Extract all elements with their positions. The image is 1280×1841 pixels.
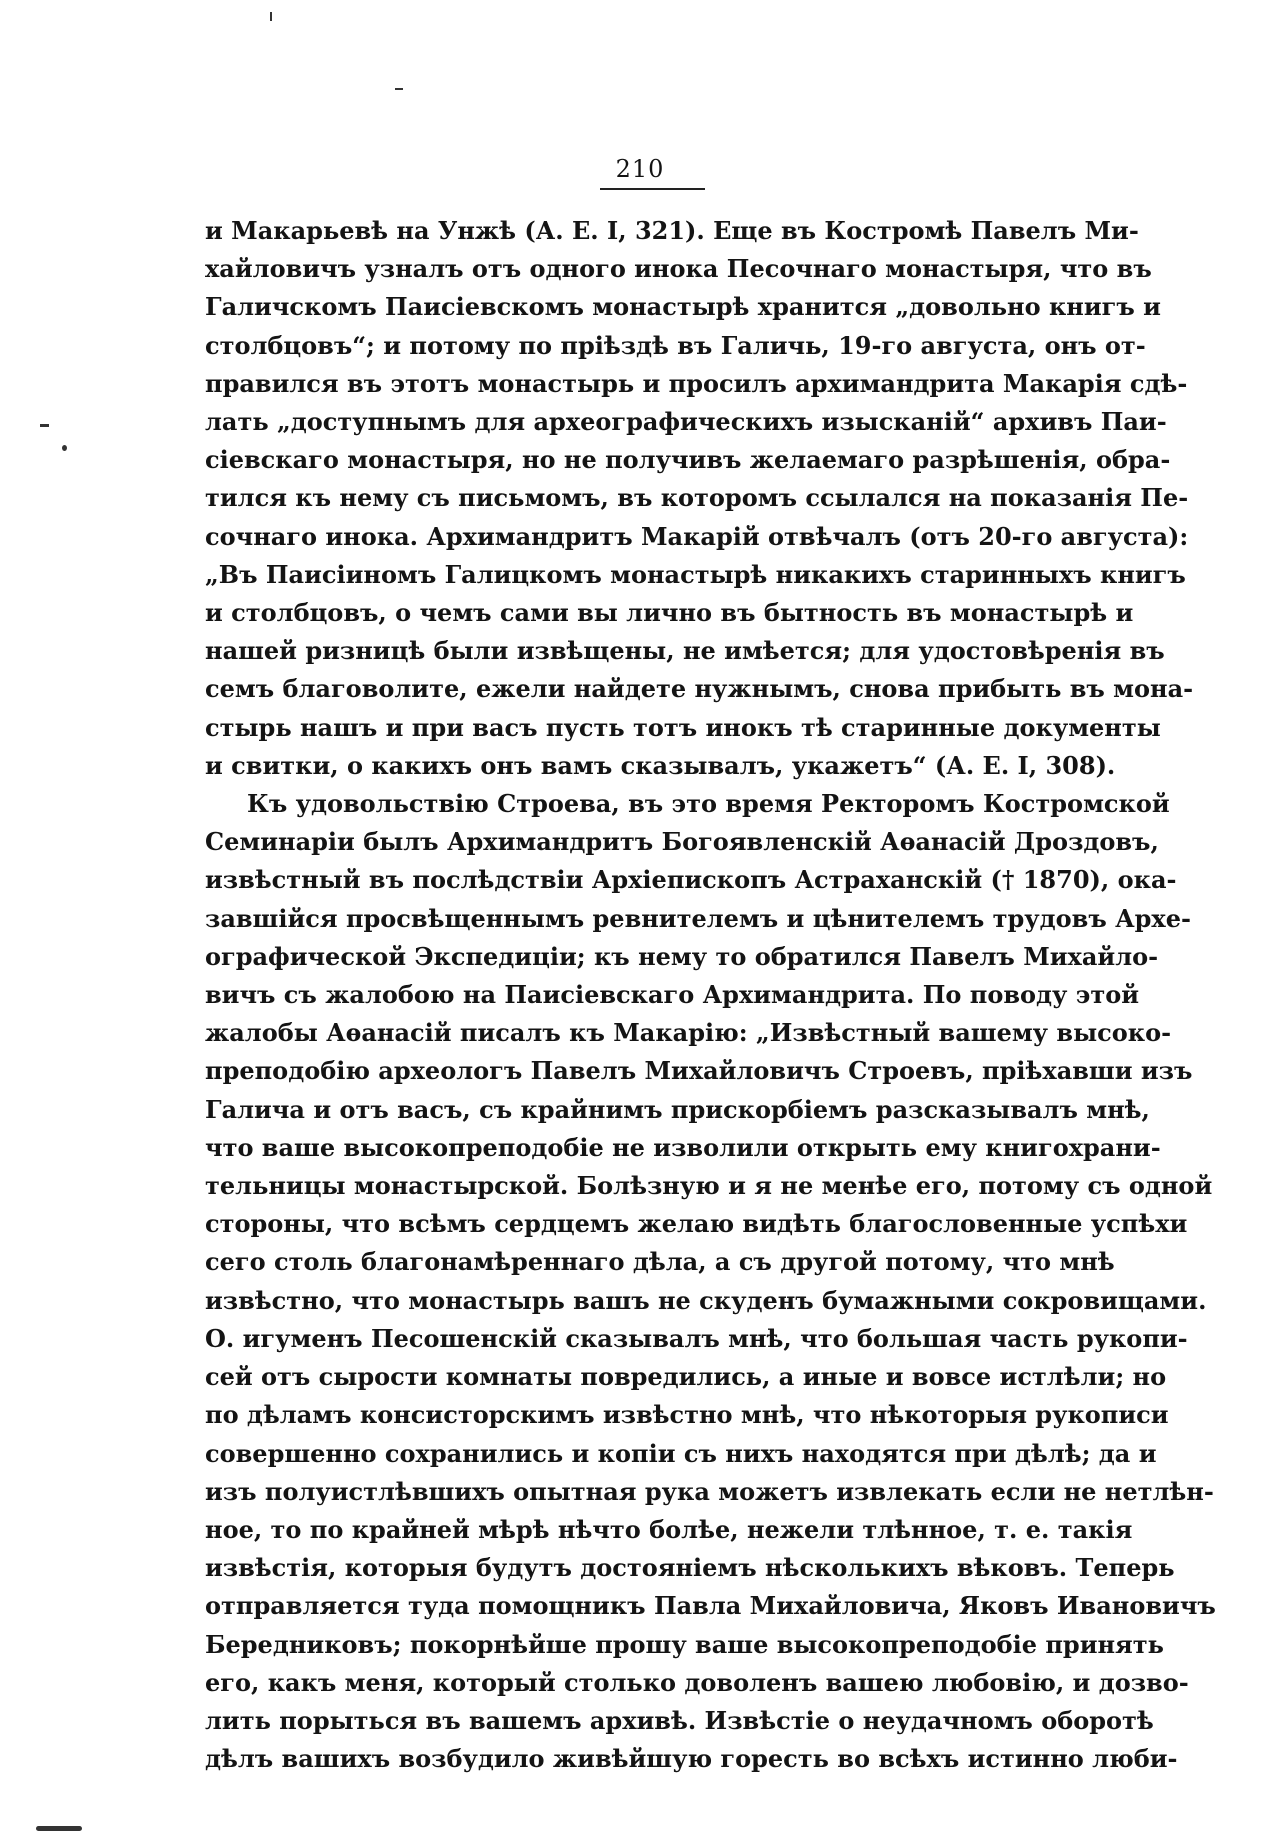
text-line: сочнаго инока. Архимандритъ Макарій отвѣчалъ (отъ 20-го августа): [205, 521, 1189, 551]
text-line: столбцовъ“; и потому по пріѣздѣ въ Галичь, 19-го августа, онъ от- [205, 330, 1146, 360]
scan-speck [36, 1826, 82, 1831]
scan-speck [395, 88, 403, 90]
body-text [205, 212, 1216, 1778]
text-line: вичъ съ жалобою на Паисіевскаго Архимандрита. По поводу этой [205, 980, 1140, 1010]
text-line: лить порыться въ вашемъ архивѣ. Извѣстіе о неудачномъ оборотѣ [205, 1705, 1154, 1735]
text-line: О. игуменъ Песошенскій сказывалъ мнѣ, что большая часть рукопи- [205, 1323, 1188, 1353]
text-line: Галича и отъ васъ, съ крайнимъ прискорбіемъ разсказывалъ мнѣ, [205, 1094, 1150, 1124]
text-line: и Макарьевѣ на Унжѣ (А. Е. I, 321). Еще въ Костромѣ Павелъ Ми- [205, 216, 1139, 245]
text-line: его, какъ меня, который столько доволенъ вашею любовію, и дозво- [205, 1667, 1189, 1697]
text-line: извѣстно, что монастырь вашъ не скуденъ бумажными сокровищами. [205, 1285, 1207, 1315]
scan-speck [270, 12, 272, 21]
text-line: лать „доступнымъ для археографическихъ изысканій“ архивъ Паи- [205, 407, 1167, 437]
text-line: семъ благоволите, ежели найдете нужнымъ, снова прибыть въ мона- [205, 674, 1194, 704]
text-line: Къ удовольствію Строева, въ это время Ректоромъ Костромской [247, 789, 1170, 819]
text-line: стырь нашъ и при васъ пусть тотъ инокъ тѣ старинные документы [205, 712, 1161, 742]
text-line: ографической Экспедиціи; къ нему то обратился Павелъ Михайло- [205, 941, 1159, 971]
text-line: тельницы монастырской. Болѣзную и я не менѣе его, потому съ одной [205, 1171, 1213, 1201]
text-line: извѣстный въ послѣдствіи Архіепископъ Астраханскій († 1870), ока- [205, 865, 1177, 895]
text-line: Бередниковъ; покорнѣйше прошу ваше высокопреподобіе принять [205, 1629, 1164, 1659]
text-line: извѣстія, которыя будутъ достояніемъ нѣсколькихъ вѣковъ. Теперь [205, 1553, 1175, 1583]
text-line: что ваше высокопреподобіе не изволили открыть ему книгохрани- [205, 1132, 1161, 1162]
text-line: правился въ этотъ монастырь и просилъ архимандрита Макарія сдѣ- [205, 368, 1188, 398]
text-line: Галичскомъ Паисіевскомъ монастырѣ хранится „довольно книгъ и [205, 292, 1161, 322]
text-line: тился къ нему съ письмомъ, въ которомъ ссылался на показанія Пе- [205, 483, 1189, 513]
text-line: хайловичъ узналъ отъ одного инока Песочнаго монастыря, что въ [205, 254, 1152, 284]
text-line: завшійся просвѣщеннымъ ревнителемъ и цѣнителемъ трудовъ Архе- [205, 903, 1191, 933]
text-line: стороны, что всѣмъ сердцемъ желаю видѣть благословенные успѣхи [205, 1209, 1188, 1239]
page-number-rule [600, 188, 705, 190]
text-line: сей отъ сырости комнаты повредились, а иные и вовсе истлѣли; но [205, 1362, 1167, 1392]
text-line: жалобы Аѳанасій писалъ къ Макарію: „Извѣстный вашему высоко- [205, 1018, 1172, 1048]
text-line: ное, то по крайней мѣрѣ нѣчто болѣе, нежели тлѣнное, т. е. такія [205, 1514, 1133, 1544]
text-line: и столбцовъ, о чемъ сами вы лично въ бытность въ монастырѣ и [205, 598, 1134, 628]
text-line: по дѣламъ консисторскимъ извѣстно мнѣ, что нѣкоторыя рукописи [205, 1400, 1169, 1430]
scan-speck [40, 424, 49, 427]
text-line: преподобію археологъ Павелъ Михайловичъ Строевъ, пріѣхавши изъ [205, 1056, 1193, 1086]
text-line: „Въ Паисіиномъ Галицкомъ монастырѣ никакихъ старинныхъ книгъ [205, 559, 1186, 589]
page-number: 210 [615, 155, 665, 183]
text-line: совершенно сохранились и копіи съ нихъ находятся при дѣлѣ; да и [205, 1438, 1157, 1468]
scan-speck [62, 445, 67, 451]
text-line: сіевскаго монастыря, но не получивъ желаемаго разрѣшенія, обра- [205, 445, 1171, 475]
text-line: сего столь благонамѣреннаго дѣла, а съ другой потому, что мнѣ [205, 1247, 1115, 1277]
text-line: изъ полуистлѣвшихъ опытная рука можетъ извлекать если не нетлѣн- [205, 1476, 1214, 1506]
text-line: дѣлъ вашихъ возбудило живѣйшую горесть во всѣхъ истинно люби- [205, 1744, 1178, 1774]
text-line: Семинаріи былъ Архимандритъ Богоявленскій Аѳанасій Дроздовъ, [205, 827, 1159, 857]
text-line: отправляется туда помощникъ Павла Михайловича, Яковъ Ивановичъ [205, 1591, 1216, 1621]
text-line: нашей ризницѣ были извѣщены, не имѣется; для удостовѣренія въ [205, 636, 1165, 666]
text-line: и свитки, о какихъ онъ вамъ сказывалъ, укажетъ“ (А. Е. I, 308). [205, 750, 1116, 780]
